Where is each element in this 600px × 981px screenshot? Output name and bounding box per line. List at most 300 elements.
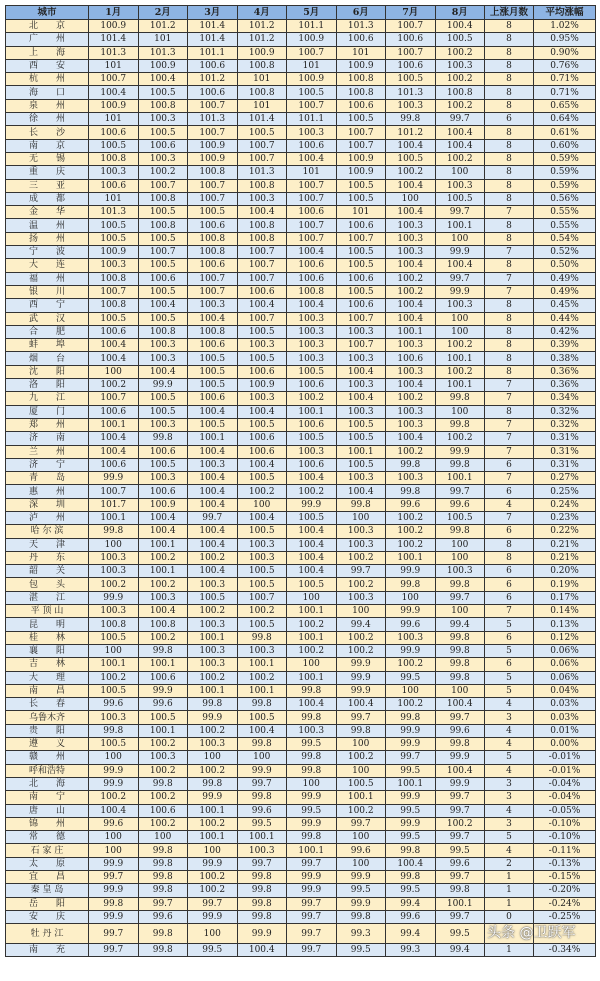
cell-jan: 100.4	[89, 86, 139, 99]
cell-rising-months: 8	[485, 551, 534, 564]
cell-apr: 100.5	[237, 618, 287, 631]
cell-apr: 100.2	[237, 485, 287, 498]
cell-may: 100.4	[287, 565, 337, 578]
cell-aug: 100	[435, 166, 485, 179]
cell-apr: 100.4	[237, 458, 287, 471]
cell-city: 成 都	[6, 192, 89, 205]
cell-rising-months: 5	[485, 618, 534, 631]
cell-aug: 100	[435, 312, 485, 325]
cell-jun: 100.2	[336, 751, 386, 764]
cell-apr: 100.5	[237, 418, 287, 431]
cell-feb: 100.5	[138, 232, 188, 245]
cell-jun: 99.5	[336, 884, 386, 897]
cell-rising-months: 6	[485, 485, 534, 498]
cell-rising-months: 8	[485, 152, 534, 165]
cell-aug: 99.6	[435, 857, 485, 870]
cell-aug: 99.8	[435, 392, 485, 405]
cell-may: 100.7	[287, 99, 337, 112]
table-row	[6, 152, 596, 165]
cell-apr: 100.5	[237, 352, 287, 365]
city-price-index-table	[5, 5, 596, 957]
header-feb: 2月	[138, 6, 188, 20]
cell-jun: 99.7	[336, 711, 386, 724]
cell-feb: 99.7	[138, 897, 188, 910]
cell-city: 九 江	[6, 392, 89, 405]
table-row	[6, 73, 596, 86]
cell-rising-months: 3	[485, 711, 534, 724]
cell-jan: 99.7	[89, 871, 139, 884]
cell-mar: 100.8	[188, 166, 238, 179]
cell-feb: 100.5	[138, 458, 188, 471]
cell-jun: 100.1	[336, 445, 386, 458]
cell-rising-months: 4	[485, 698, 534, 711]
cell-jul: 100.4	[386, 379, 436, 392]
cell-apr: 100.3	[237, 339, 287, 352]
cell-jan: 100.3	[89, 166, 139, 179]
cell-feb: 100.3	[138, 113, 188, 126]
cell-jul: 99.9	[386, 724, 436, 737]
cell-may: 99.9	[287, 817, 337, 830]
cell-apr: 100.7	[237, 139, 287, 152]
cell-avg-increase: -0.04%	[534, 791, 596, 804]
cell-mar: 100.7	[188, 126, 238, 139]
cell-jul: 100.2	[386, 658, 436, 671]
cell-apr: 100.4	[237, 299, 287, 312]
cell-mar: 100.7	[188, 192, 238, 205]
cell-mar: 100.8	[188, 325, 238, 338]
cell-mar: 100.4	[188, 405, 238, 418]
cell-jul: 100.7	[386, 46, 436, 59]
cell-apr: 100.1	[237, 831, 287, 844]
cell-avg-increase: 0.45%	[534, 299, 596, 312]
cell-apr: 100.4	[237, 405, 287, 418]
cell-avg-increase: 0.31%	[534, 432, 596, 445]
cell-mar: 100.1	[188, 631, 238, 644]
cell-jun: 100.7	[336, 312, 386, 325]
cell-may: 100.9	[287, 73, 337, 86]
cell-jun: 100.3	[336, 538, 386, 551]
header-avg-increase: 平均涨幅	[534, 6, 596, 20]
cell-jan: 100.5	[89, 738, 139, 751]
cell-rising-months: 7	[485, 206, 534, 219]
table-row	[6, 99, 596, 112]
cell-may: 100.3	[287, 339, 337, 352]
header-jan: 1月	[89, 6, 139, 20]
cell-rising-months: 8	[485, 538, 534, 551]
cell-jun: 100.5	[336, 418, 386, 431]
cell-may: 99.9	[287, 791, 337, 804]
cell-jan: 99.9	[89, 857, 139, 870]
header-jun: 6月	[336, 6, 386, 20]
table-row	[6, 631, 596, 644]
cell-avg-increase: 0.06%	[534, 671, 596, 684]
cell-jun: 100.5	[336, 192, 386, 205]
cell-jul: 100.2	[386, 525, 436, 538]
cell-avg-increase: 0.49%	[534, 285, 596, 298]
cell-city: 杭 州	[6, 73, 89, 86]
cell-city: 兰 州	[6, 445, 89, 458]
cell-avg-increase: 0.24%	[534, 498, 596, 511]
cell-rising-months: 8	[485, 312, 534, 325]
cell-city: 重 庆	[6, 166, 89, 179]
cell-jan: 100.3	[89, 605, 139, 618]
cell-mar: 100.3	[188, 578, 238, 591]
cell-rising-months: 8	[485, 325, 534, 338]
cell-jun: 100.5	[336, 179, 386, 192]
cell-aug: 99.5	[435, 844, 485, 857]
cell-apr: 100.4	[237, 511, 287, 524]
cell-rising-months: 4	[485, 738, 534, 751]
cell-jan: 100.5	[89, 684, 139, 697]
cell-city: 南 京	[6, 139, 89, 152]
cell-mar: 100.3	[188, 658, 238, 671]
cell-mar: 100.2	[188, 884, 238, 897]
cell-aug: 100.4	[435, 764, 485, 777]
cell-aug: 100.3	[435, 179, 485, 192]
cell-feb: 100.4	[138, 73, 188, 86]
table-row	[6, 20, 596, 33]
cell-feb: 101.3	[138, 46, 188, 59]
cell-jan: 100	[89, 538, 139, 551]
cell-jul: 100.3	[386, 418, 436, 431]
cell-avg-increase: 0.55%	[534, 219, 596, 232]
header-jul: 7月	[386, 6, 436, 20]
cell-avg-increase: 0.38%	[534, 352, 596, 365]
cell-apr: 100.4	[237, 724, 287, 737]
cell-feb: 100.4	[138, 605, 188, 618]
cell-avg-increase: -0.15%	[534, 871, 596, 884]
cell-rising-months: 6	[485, 658, 534, 671]
cell-may: 100.1	[287, 631, 337, 644]
table-row	[6, 46, 596, 59]
cell-mar: 100.9	[188, 139, 238, 152]
cell-city: 太 原	[6, 857, 89, 870]
cell-jun: 100.5	[336, 259, 386, 272]
cell-avg-increase: 0.21%	[534, 538, 596, 551]
cell-jul: 100.7	[386, 20, 436, 33]
cell-may: 100.1	[287, 844, 337, 857]
cell-jul: 99.8	[386, 844, 436, 857]
cell-mar: 100.2	[188, 671, 238, 684]
cell-jan: 100.8	[89, 618, 139, 631]
cell-apr: 100.4	[237, 206, 287, 219]
cell-may: 100.7	[287, 46, 337, 59]
cell-aug: 100.4	[435, 139, 485, 152]
cell-city: 天 津	[6, 538, 89, 551]
cell-feb: 100.2	[138, 578, 188, 591]
cell-feb: 100.9	[138, 498, 188, 511]
cell-jul: 99.8	[386, 113, 436, 126]
cell-avg-increase: 0.60%	[534, 139, 596, 152]
cell-aug: 99.8	[435, 578, 485, 591]
cell-mar: 100.4	[188, 445, 238, 458]
table-row	[6, 511, 596, 524]
cell-aug: 99.7	[435, 791, 485, 804]
cell-mar: 100.2	[188, 764, 238, 777]
cell-may: 99.7	[287, 897, 337, 910]
cell-jan: 99.9	[89, 764, 139, 777]
cell-may: 100.2	[287, 485, 337, 498]
cell-may: 100.5	[287, 578, 337, 591]
cell-rising-months	[485, 924, 576, 944]
cell-avg-increase: 0.34%	[534, 392, 596, 405]
cell-city: 北 京	[6, 20, 89, 33]
table-row	[6, 764, 596, 777]
cell-rising-months: 1	[485, 884, 534, 897]
cell-feb: 100.1	[138, 565, 188, 578]
table-row	[6, 126, 596, 139]
cell-aug: 100.3	[435, 299, 485, 312]
cell-mar: 99.9	[188, 711, 238, 724]
cell-mar: 100.2	[188, 817, 238, 830]
table-row	[6, 418, 596, 431]
cell-may: 100.3	[287, 352, 337, 365]
cell-jul: 99.5	[386, 671, 436, 684]
cell-city: 厦 门	[6, 405, 89, 418]
cell-feb: 100.7	[138, 246, 188, 259]
cell-aug: 99.7	[435, 485, 485, 498]
cell-jul: 99.8	[386, 578, 436, 591]
cell-jun: 100.5	[336, 432, 386, 445]
cell-avg-increase: 1.02%	[534, 20, 596, 33]
cell-mar: 99.7	[188, 511, 238, 524]
cell-aug: 99.8	[435, 738, 485, 751]
cell-jan: 100.8	[89, 152, 139, 165]
cell-mar: 100.4	[188, 498, 238, 511]
cell-jan: 100	[89, 365, 139, 378]
cell-avg-increase: 0.71%	[534, 73, 596, 86]
cell-avg-increase: 0.13%	[534, 618, 596, 631]
cell-may: 100.4	[287, 152, 337, 165]
cell-may: 99.9	[287, 871, 337, 884]
cell-may: 99.7	[287, 910, 337, 923]
cell-jun: 99.3	[336, 924, 386, 944]
cell-feb: 100.5	[138, 206, 188, 219]
cell-jun: 100.2	[336, 644, 386, 657]
header-city: 城市	[6, 6, 89, 20]
table-row	[6, 392, 596, 405]
cell-avg-increase: -0.04%	[534, 777, 596, 790]
cell-feb: 100.4	[138, 525, 188, 538]
cell-apr: 99.8	[237, 884, 287, 897]
cell-avg-increase: 0.76%	[534, 59, 596, 72]
cell-feb: 100.5	[138, 405, 188, 418]
cell-jan: 100.2	[89, 671, 139, 684]
cell-may: 99.7	[287, 944, 337, 957]
cell-feb: 100.8	[138, 99, 188, 112]
cell-city: 北 海	[6, 777, 89, 790]
cell-jun: 99.9	[336, 671, 386, 684]
cell-may: 100.4	[287, 299, 337, 312]
cell-rising-months: 7	[485, 605, 534, 618]
cell-jun: 100.5	[336, 777, 386, 790]
cell-rising-months: 4	[485, 844, 534, 857]
cell-avg-increase: 0.50%	[534, 259, 596, 272]
cell-rising-months: 8	[485, 73, 534, 86]
cell-may: 99.8	[287, 764, 337, 777]
cell-may: 100.3	[287, 312, 337, 325]
cell-mar: 100.7	[188, 99, 238, 112]
cell-may: 100.2	[287, 618, 337, 631]
cell-may: 100.2	[287, 392, 337, 405]
cell-aug: 99.9	[435, 445, 485, 458]
cell-rising-months: 5	[485, 644, 534, 657]
cell-jul: 100.3	[386, 339, 436, 352]
cell-rising-months: 4	[485, 724, 534, 737]
cell-aug: 100.3	[435, 59, 485, 72]
cell-feb: 100.2	[138, 817, 188, 830]
cell-apr: 100.3	[237, 192, 287, 205]
cell-mar: 100.9	[188, 152, 238, 165]
cell-mar: 99.9	[188, 910, 238, 923]
cell-rising-months: 7	[485, 445, 534, 458]
cell-jan: 100.4	[89, 432, 139, 445]
cell-rising-months: 7	[485, 392, 534, 405]
cell-feb: 100.5	[138, 126, 188, 139]
cell-may: 100.6	[287, 206, 337, 219]
cell-city: 包 头	[6, 578, 89, 591]
cell-jun: 100.7	[336, 139, 386, 152]
cell-avg-increase: 0.03%	[534, 711, 596, 724]
cell-apr: 100.4	[237, 944, 287, 957]
table-row	[6, 339, 596, 352]
cell-jun: 100.6	[336, 299, 386, 312]
cell-may: 100.3	[287, 445, 337, 458]
cell-feb: 100.5	[138, 392, 188, 405]
cell-jan: 101.4	[89, 33, 139, 46]
table-row	[6, 671, 596, 684]
cell-aug: 100.1	[435, 897, 485, 910]
cell-mar: 100.3	[188, 458, 238, 471]
cell-feb: 100.4	[138, 365, 188, 378]
cell-feb: 100.6	[138, 139, 188, 152]
cell-apr: 99.5	[237, 817, 287, 830]
cell-jun: 100.3	[336, 472, 386, 485]
cell-mar: 100.5	[188, 365, 238, 378]
cell-mar: 100.6	[188, 86, 238, 99]
cell-rising-months: 7	[485, 379, 534, 392]
cell-city: 呼和浩特	[6, 764, 89, 777]
cell-feb: 101.2	[138, 20, 188, 33]
cell-jun: 100.7	[336, 339, 386, 352]
cell-jan: 100.1	[89, 418, 139, 431]
cell-apr: 100.3	[237, 644, 287, 657]
cell-aug: 100.1	[435, 352, 485, 365]
table-row	[6, 591, 596, 604]
cell-feb: 100.4	[138, 511, 188, 524]
cell-apr: 99.8	[237, 871, 287, 884]
cell-apr: 101.4	[237, 113, 287, 126]
cell-jul: 99.8	[386, 485, 436, 498]
cell-aug: 99.6	[435, 498, 485, 511]
cell-apr: 99.9	[237, 924, 287, 944]
table-row	[6, 405, 596, 418]
cell-avg-increase: 0.06%	[534, 658, 596, 671]
cell-aug: 100.2	[435, 432, 485, 445]
table-row	[6, 458, 596, 471]
cell-rising-months: 8	[485, 352, 534, 365]
table-row	[6, 658, 596, 671]
cell-city: 长 春	[6, 698, 89, 711]
cell-mar: 101.4	[188, 33, 238, 46]
cell-feb: 99.8	[138, 871, 188, 884]
cell-jul: 99.9	[386, 817, 436, 830]
cell-feb: 100.2	[138, 764, 188, 777]
cell-jan: 100.3	[89, 711, 139, 724]
cell-city: 济 南	[6, 432, 89, 445]
cell-jul: 100.4	[386, 179, 436, 192]
header-rising-months: 上涨月数	[485, 6, 534, 20]
cell-jun: 99.9	[336, 897, 386, 910]
cell-jul: 99.6	[386, 498, 436, 511]
table-row	[6, 924, 596, 944]
cell-rising-months: 8	[485, 299, 534, 312]
cell-apr: 99.8	[237, 791, 287, 804]
cell-jun: 99.7	[336, 817, 386, 830]
cell-may: 100.2	[287, 644, 337, 657]
cell-city: 贵 阳	[6, 724, 89, 737]
cell-city: 青 岛	[6, 472, 89, 485]
cell-city: 南 充	[6, 944, 89, 957]
cell-city: 惠 州	[6, 485, 89, 498]
cell-feb: 99.8	[138, 944, 188, 957]
cell-apr: 100.8	[237, 59, 287, 72]
cell-aug: 100	[435, 538, 485, 551]
cell-jan: 99.6	[89, 698, 139, 711]
cell-may: 99.9	[287, 498, 337, 511]
cell-aug: 100.2	[435, 339, 485, 352]
cell-jun: 99.9	[336, 871, 386, 884]
cell-city: 济 宁	[6, 458, 89, 471]
table-row	[6, 711, 596, 724]
cell-avg-increase: 0.49%	[534, 272, 596, 285]
cell-city: 徐 州	[6, 113, 89, 126]
cell-avg-increase: 0.12%	[534, 631, 596, 644]
cell-may: 99.5	[287, 804, 337, 817]
cell-rising-months: 8	[485, 405, 534, 418]
cell-rising-months: 0	[485, 910, 534, 923]
cell-jun: 99.7	[336, 565, 386, 578]
cell-city: 宁 波	[6, 246, 89, 259]
cell-rising-months: 8	[485, 126, 534, 139]
cell-feb: 101	[138, 33, 188, 46]
cell-aug: 100.2	[435, 99, 485, 112]
cell-city: 岳 阳	[6, 897, 89, 910]
cell-apr: 100.8	[237, 179, 287, 192]
cell-mar: 100.6	[188, 339, 238, 352]
cell-mar: 100.4	[188, 312, 238, 325]
cell-may: 100.4	[287, 525, 337, 538]
cell-avg-increase: 0.52%	[534, 246, 596, 259]
cell-may: 99.8	[287, 684, 337, 697]
cell-may: 99.5	[287, 738, 337, 751]
cell-may: 100.7	[287, 232, 337, 245]
cell-rising-months: 8	[485, 219, 534, 232]
cell-jul: 100.2	[386, 511, 436, 524]
table-row	[6, 751, 596, 764]
cell-jan: 100.2	[89, 578, 139, 591]
cell-apr: 101	[237, 99, 287, 112]
cell-jan: 100.5	[89, 219, 139, 232]
table-row	[6, 724, 596, 737]
cell-jun: 100.4	[336, 365, 386, 378]
cell-apr: 100.3	[237, 392, 287, 405]
cell-jun: 100.6	[336, 99, 386, 112]
cell-may: 101	[287, 166, 337, 179]
cell-mar: 100.4	[188, 538, 238, 551]
cell-jan: 100.5	[89, 232, 139, 245]
cell-apr: 100.5	[237, 711, 287, 724]
